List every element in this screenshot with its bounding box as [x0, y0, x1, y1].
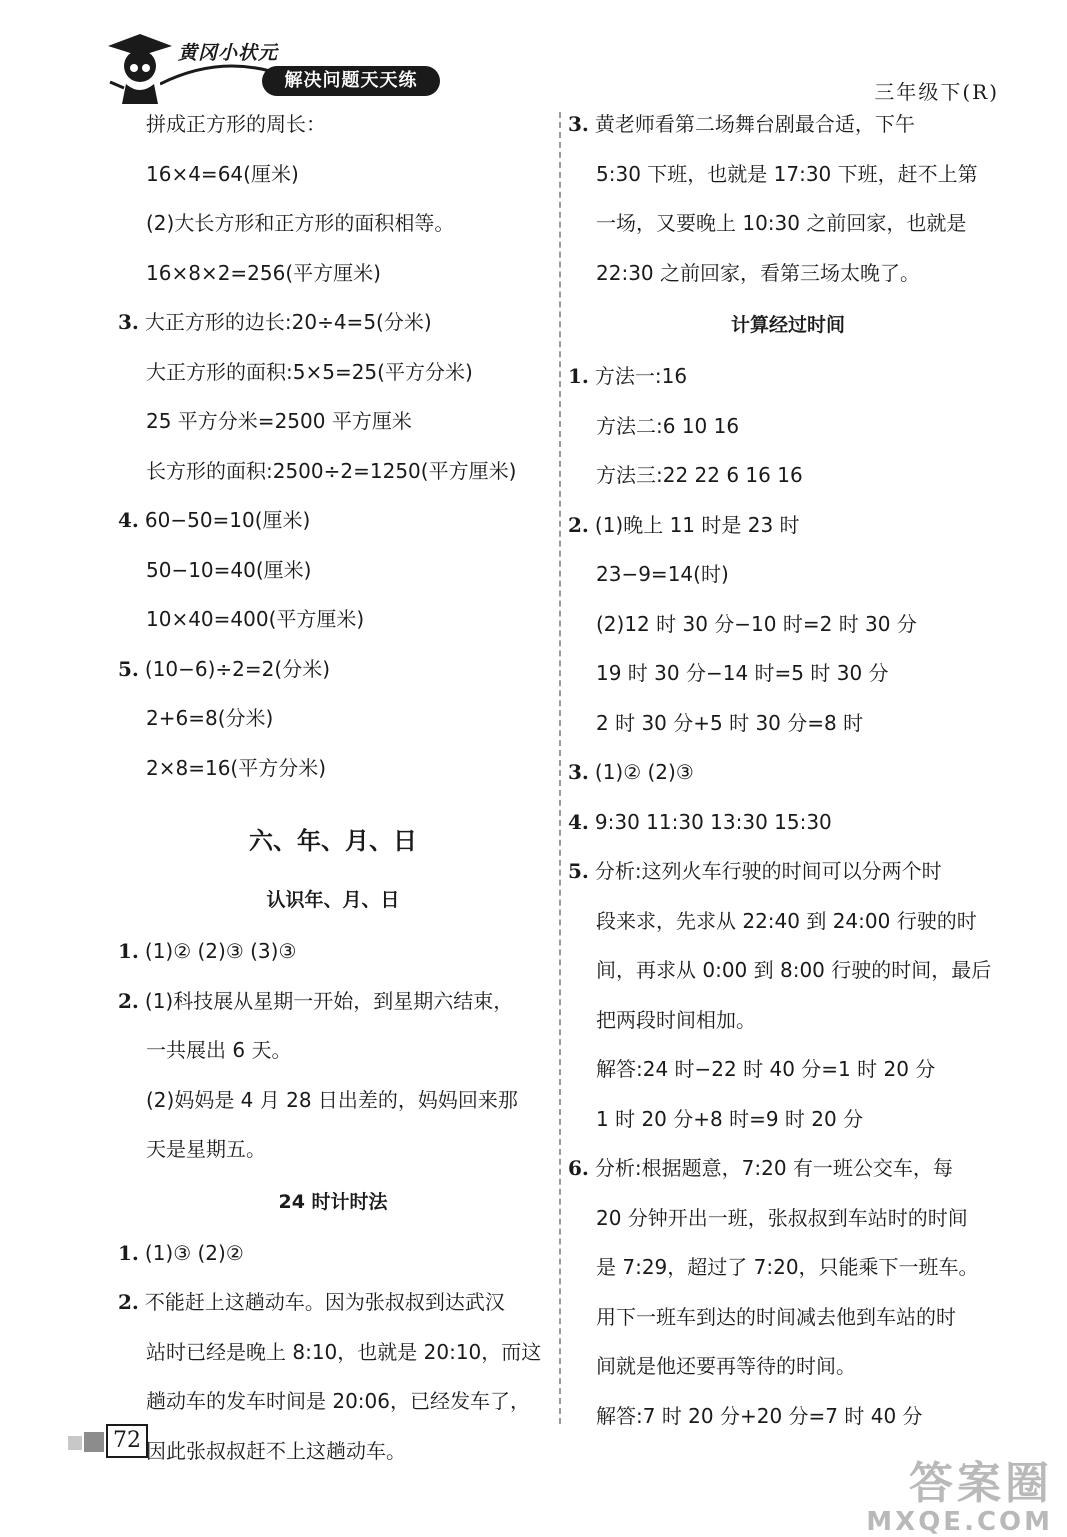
decor-square-icon: [84, 1432, 104, 1452]
question-4: [118, 496, 548, 546]
answer-text: 9:30 11:30 13:30 15:30: [594, 809, 832, 834]
answer-line: 22:30 之前回家，看第三场太晚了。: [596, 260, 920, 285]
answer-line: 长方形的面积:2500÷2=1250(平方厘米): [146, 458, 517, 483]
answer-text: 大正方形的边长:20÷4=5(分米): [144, 310, 432, 334]
question-number: 6.: [568, 1156, 589, 1180]
question-number: 1.: [568, 364, 589, 388]
answer-text: 60−50=10(厘米): [144, 508, 311, 532]
answer-text: 不能赶上这趟动车。因为张叔叔到达武汉: [144, 1290, 505, 1314]
question-number: 1.: [118, 939, 139, 963]
answer-text: (1)③ (2)②: [144, 1240, 244, 1265]
column-divider: [559, 112, 561, 1424]
question-3: [118, 298, 548, 348]
answer-text: (1)② (2)③ (3)③: [144, 939, 297, 963]
answer-line: 20 分钟开出一班，张叔叔到车站时的时间: [596, 1205, 968, 1230]
answer-line: (2)妈妈是 4 月 28 日出差的，妈妈回来那: [146, 1087, 518, 1112]
answer-line: 25 平方分米=2500 平方厘米: [146, 409, 412, 433]
answer-line: 一场，又要晚上 10:30 之前回家，也就是: [596, 211, 967, 235]
answer-line: 方法二:6 10 16: [596, 413, 740, 438]
answer-line: 间，再求从 0:00 到 8:00 行驶的时间，最后: [596, 958, 992, 982]
page-number: 72: [106, 1424, 148, 1458]
question-1: [568, 352, 1008, 402]
question-3: [568, 100, 1008, 150]
watermark-url: MXQE.COM: [866, 1507, 1053, 1537]
section-title: 认识年、月、日: [266, 889, 400, 911]
question-number: 5.: [118, 656, 139, 681]
answer-line: 间就是他还要再等待的时间。: [596, 1354, 856, 1378]
question-number: 3.: [118, 310, 139, 334]
answer-line: (2)大长方形和正方形的面积相等。: [146, 211, 455, 235]
brand-name: 黄冈小状元: [178, 42, 279, 64]
answer-line: 趟动车的发车时间是 20:06，已经发车了，: [146, 1389, 530, 1413]
answer-line: 大正方形的面积:5×5=25(平方分米): [146, 359, 473, 384]
question-number: 3.: [568, 112, 589, 136]
answer-line: 天是星期五。: [146, 1137, 266, 1161]
answer-line: 23−9=14(时): [596, 562, 729, 586]
series-title: 解决问题天天练: [262, 66, 440, 96]
answer-line: 段来求，先求从 22:40 到 24:00 行驶的时: [596, 908, 977, 933]
answer-line: 50−10=40(厘米): [146, 557, 312, 582]
answer-line: 是 7:29，超过了 7:20，只能乘下一班车。: [596, 1255, 979, 1279]
answer-line: 2+6=8(分米): [146, 706, 274, 730]
grade-label: 三年级下(R): [874, 80, 999, 104]
answer-line: (2)12 时 30 分−10 时=2 时 30 分: [596, 611, 917, 636]
question-5: [118, 645, 548, 695]
question-number: 1.: [118, 1240, 139, 1265]
question-number: 4.: [118, 508, 139, 532]
answer-text: (10−6)÷2=2(分米): [144, 656, 330, 681]
answer-line: 10×40=400(平方厘米): [146, 607, 365, 631]
question-1: [118, 927, 548, 977]
decor-square-icon: [68, 1436, 82, 1450]
answer-line: 站时已经是晚上 8:10，也就是 20:10，而这: [146, 1339, 542, 1364]
chapter-title: 六、年、月、日: [249, 827, 417, 855]
answer-text: (1)晚上 11 时是 23 时: [594, 512, 800, 537]
watermark: [866, 1460, 1053, 1536]
answer-text: (1)② (2)③: [594, 760, 694, 784]
question-5: [568, 847, 1008, 897]
answer-line: 5:30 下班，也就是 17:30 下班，赶不上第: [596, 161, 978, 186]
right-column: [568, 100, 1008, 1441]
question-6: [568, 1144, 1008, 1194]
answer-line: 拼成正方形的周长：: [146, 112, 326, 136]
watermark-logo-text: 答案圈: [909, 1458, 1053, 1509]
question-number: 5.: [568, 859, 589, 883]
answer-line: 16×4=64(厘米): [146, 161, 299, 186]
question-4: [568, 798, 1008, 848]
answer-line: 19 时 30 分−14 时=5 时 30 分: [596, 661, 889, 685]
answer-line: 1 时 20 分+8 时=9 时 20 分: [596, 1106, 864, 1131]
question-number: 3.: [568, 760, 589, 784]
answer-line: 解答:24 时−22 时 40 分=1 时 20 分: [596, 1057, 936, 1081]
question-2: [118, 977, 548, 1027]
answer-text: 分析:这列火车行驶的时间可以分两个时: [594, 859, 942, 883]
question-number: 2.: [118, 988, 139, 1013]
answer-text: 黄老师看第二场舞台剧最合适，下午: [594, 112, 915, 136]
answer-text: (1)科技展从星期一开始，到星期六结束，: [144, 988, 514, 1013]
answer-line: 解答:7 时 20 分+20 分=7 时 40 分: [596, 1403, 923, 1428]
question-number: 4.: [568, 809, 589, 834]
answer-text: 分析:根据题意，7:20 有一班公交车，每: [594, 1156, 953, 1180]
answer-line: 方法三:22 22 6 16 16: [596, 463, 803, 487]
question-2: [568, 501, 1008, 551]
answer-text: 方法一:16: [594, 364, 688, 388]
question-number: 2.: [568, 512, 589, 537]
left-column: [118, 100, 548, 1476]
section-title: 计算经过时间: [730, 314, 845, 336]
question-1: [118, 1229, 548, 1279]
section-title: 24 时计时法: [278, 1190, 388, 1213]
answer-line: 把两段时间相加。: [596, 1007, 756, 1032]
answer-line: 2 时 30 分+5 时 30 分=8 时: [596, 710, 864, 735]
question-number: 2.: [118, 1290, 139, 1314]
question-3: [568, 748, 1008, 798]
answer-line: 用下一班车到达的时间减去他到车站的时: [596, 1304, 956, 1329]
question-2: [118, 1278, 548, 1328]
page-header: [0, 0, 1067, 110]
answer-line: 2×8=16(平方分米): [146, 755, 327, 780]
answer-line: 16×8×2=256(平方厘米): [146, 260, 381, 285]
answer-line: 因此张叔叔赶不上这趟动车。: [146, 1438, 406, 1463]
answer-line: 一共展出 6 天。: [146, 1038, 292, 1062]
